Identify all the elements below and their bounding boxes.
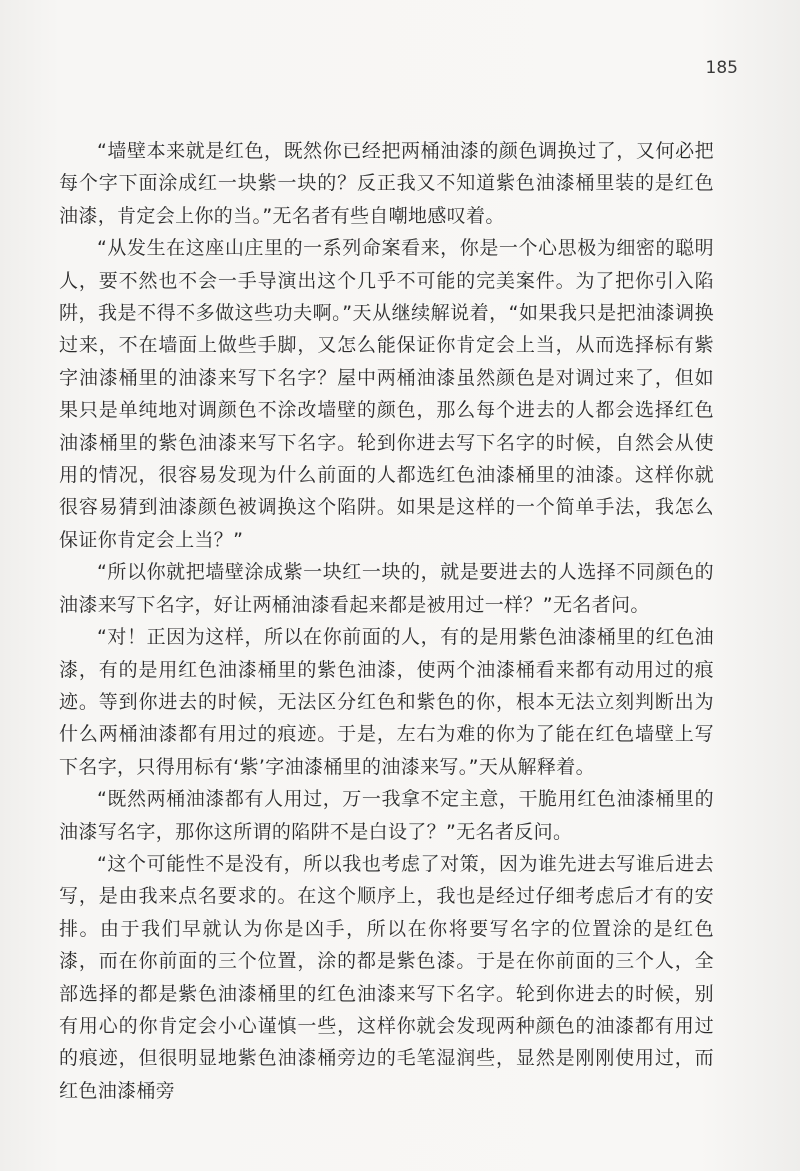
page-number: 185: [705, 58, 738, 78]
paragraph-5: “既然两桶油漆都有人用过，万一我拿不定主意，干脆用红色油漆桶里的油漆写名字，那你这所谓的陷阱不是白设了？”无名者反问。: [59, 788, 714, 843]
paragraph-1: “墙壁本来就是红色，既然你已经把两桶油漆的颜色调换过了，又何必把每个字下面涂成红一块紫一块的？反正我又不知道紫色油漆桶里装的是红色油漆，肯定会上你的当。”无名者有些自嘲地感叹着。: [59, 140, 714, 227]
paragraph-3: “所以你就把墙壁涂成紫一块红一块的，就是要进去的人选择不同颜色的油漆来写下名字，好让两桶油漆看起来都是被用过一样？”无名者问。: [59, 561, 714, 616]
paragraph-6: “这个可能性不是没有，所以我也考虑了对策，因为谁先进去写谁后进去写，是由我来点名要求的。在这个顺序上，我也是经过仔细考虑后才有的安排。由于我们早就认为你是凶手，所以在你将要写名字的位置涂的是红色漆，而在你前面的三个位置，涂的都是紫色漆。于是在你前面的三个人，全部选择的都是紫色油漆桶里的红色油漆来写下名字。轮到你进去的时候，别有用心的你肯定会小心谨慎一些，这样你就会发现两种颜色的油漆都有用过的痕迹，但很明显地紫色油漆桶旁边的毛笔湿润些，显然是刚刚使用过，而红色油漆桶旁: [59, 852, 714, 1102]
paragraph-2: “从发生在这座山庄里的一系列命案看来，你是一个心思极为细密的聪明人，要不然也不会一手导演出这个几乎不可能的完美案件。为了把你引入陷阱，我是不得不多做这些功夫啊。”天从继续解说着，“如果我只是把油漆调换过来，不在墙面上做些手脚，又怎么能保证你肯定会上当，从而选择标有紫字油漆桶里的油漆来写下名字？屋中两桶油漆虽然颜色是对调过来了，但如果只是单纯地对调颜色不涂改墙壁的颜色，那么每个进去的人都会选择红色油漆桶里的紫色油漆来写下名字。轮到你进去写下名字的时候，自然会从使用的情况，很容易发现为什么前面的人都选红色油漆桶里的油漆。这样你就很容易猜到油漆颜色被调换这个陷阱。如果是这样的一个简单手法，我怎么保证你肯定会上当？”: [59, 237, 714, 551]
paragraph-4: “对！正因为这样，所以在你前面的人，有的是用紫色油漆桶里的红色油漆，有的是用红色油漆桶里的紫色油漆，使两个油漆桶看来都有动用过的痕迹。等到你进去的时候，无法区分红色和紫色的你，根本无法立刻判断出为什么两桶油漆都有用过的痕迹。于是，左右为难的你为了能在红色墙壁上写下名字，只得用标有‘紫’字油漆桶里的油漆来写。”天从解释着。: [59, 626, 714, 778]
body-text: [59, 135, 714, 1107]
